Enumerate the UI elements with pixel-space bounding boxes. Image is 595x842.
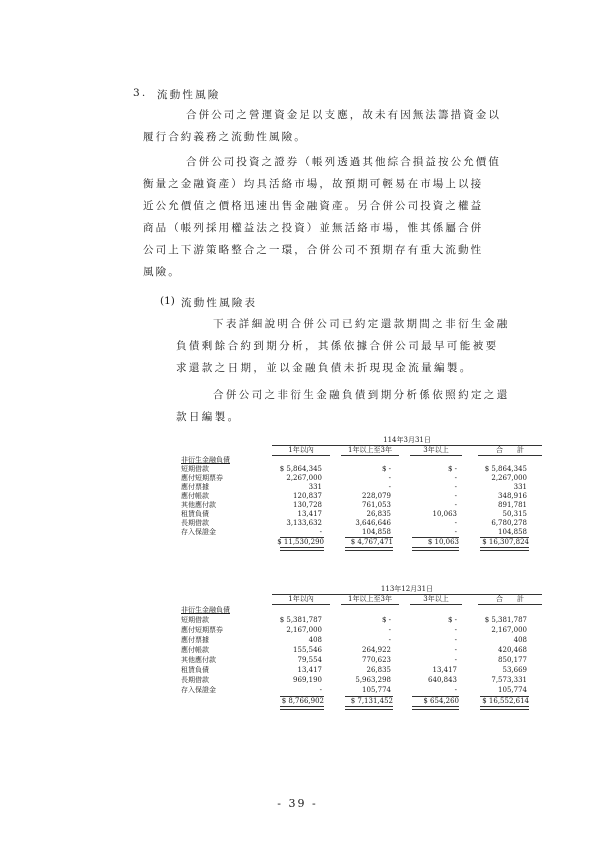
table-date: 113年12月31日	[380, 585, 434, 593]
text-line: 商品（帳列採用權益法之投資）並無活絡市場，惟其係屬合併	[143, 222, 484, 234]
text-line: 公司上下游策略整合之一環，合併公司不預期存有重大流動性	[143, 244, 484, 256]
value-cell: 891,781	[498, 501, 527, 509]
value-cell: -	[319, 528, 322, 536]
total-cell: $ 16,552,614	[482, 697, 529, 705]
value-cell: $ -	[381, 465, 391, 473]
total-cell: $ 11,530,290	[277, 538, 324, 546]
value-cell: $ 5,381,787	[279, 616, 322, 624]
value-cell: 2,167,000	[286, 626, 322, 634]
value-cell: 2,267,000	[286, 474, 322, 482]
column-header: 1年以上至3年	[348, 446, 392, 454]
text-line: 負債剩餘合約到期分析，其係依據合併公司最早可能被要	[176, 340, 499, 352]
text-line: 合併公司投資之證券（帳列透過其他綜合損益按公允價值	[186, 156, 501, 168]
table-section-label: 非衍生金融負債	[181, 456, 230, 464]
value-cell: 10,063	[432, 510, 457, 518]
value-cell: 770,623	[362, 656, 391, 664]
value-cell: 7,573,331	[491, 676, 527, 684]
section-number: 3.	[133, 87, 148, 99]
value-cell: 264,922	[362, 646, 391, 654]
row-label: 其他應付款	[181, 501, 216, 509]
value-cell: 640,843	[428, 676, 457, 684]
row-label: 應付帳款	[181, 646, 209, 654]
value-cell: -	[454, 686, 457, 694]
value-cell: 761,053	[362, 501, 391, 509]
value-cell: 2,167,000	[491, 626, 527, 634]
value-cell: 348,916	[498, 492, 527, 500]
value-cell: -	[388, 636, 391, 644]
value-cell: 228,079	[362, 492, 391, 500]
row-label: 租賃負債	[181, 510, 209, 518]
paragraph-2	[143, 151, 553, 283]
value-cell: -	[454, 483, 457, 491]
value-cell: 408	[513, 636, 527, 644]
column-header: 合 計	[496, 446, 524, 454]
value-cell: -	[454, 528, 457, 536]
total-cell: $ 4,767,471	[350, 538, 393, 546]
total-cell: $ 16,307,824	[482, 538, 529, 546]
value-cell: 331	[513, 483, 527, 491]
column-header: 合 計	[496, 595, 524, 603]
value-cell: -	[388, 474, 391, 482]
value-cell: 6,780,278	[491, 519, 527, 527]
text-line: 衡量之金融資產）均具活絡市場，故預期可輕易在市場上以接	[143, 178, 484, 190]
sub-paragraph-2	[176, 384, 556, 428]
text-line: 合併公司之營運資金足以支應，故未有因無法籌措資金以	[186, 109, 501, 121]
value-cell: -	[388, 483, 391, 491]
text-line: 合併公司之非衍生金融負債到期分析係依照約定之還	[213, 389, 510, 401]
value-cell: -	[319, 686, 322, 694]
value-cell: 3,646,646	[355, 519, 391, 527]
total-cell: $ 8,766,902	[281, 697, 324, 705]
row-label: 應付短期票券	[181, 474, 223, 482]
column-header: 3年以上	[423, 446, 449, 454]
row-label: 其他應付款	[181, 656, 216, 664]
value-cell: 50,315	[502, 510, 527, 518]
value-cell: 5,963,298	[355, 676, 391, 684]
value-cell: -	[454, 626, 457, 634]
value-cell: 331	[308, 483, 322, 491]
subsection-title: 流動性風險表	[181, 297, 258, 309]
value-cell: 26,835	[366, 510, 391, 518]
total-cell: $ 7,131,452	[350, 697, 393, 705]
row-label: 應付帳款	[181, 492, 209, 500]
table-section-label: 非衍生金融負債	[181, 606, 230, 614]
text-line: 近公允價值之價格迅速出售金融資產。另合併公司投資之權益	[143, 200, 484, 212]
value-cell: $ 5,864,345	[279, 465, 322, 473]
value-cell: -	[454, 519, 457, 527]
total-cell: $ 654,260	[423, 697, 459, 705]
page-number: - 39 -	[277, 797, 318, 810]
row-label: 短期借款	[181, 616, 209, 624]
section-title: 流動性風險	[157, 89, 221, 101]
value-cell: 105,774	[362, 686, 391, 694]
column-header: 1年以上至3年	[348, 595, 392, 603]
row-label: 長期借款	[181, 676, 209, 684]
value-cell: $ 5,381,787	[484, 616, 527, 624]
value-cell: -	[454, 501, 457, 509]
row-label: 存入保證金	[181, 686, 216, 694]
text-line: 風險。	[143, 266, 181, 278]
row-label: 短期借款	[181, 465, 209, 473]
value-cell: 130,728	[293, 501, 322, 509]
paragraph-1	[143, 104, 553, 148]
value-cell: 420,468	[498, 646, 527, 654]
subsection-number: (1)	[160, 295, 175, 307]
value-cell: 155,546	[293, 646, 322, 654]
value-cell: $ 5,864,345	[484, 465, 527, 473]
value-cell: 26,835	[366, 666, 391, 674]
row-label: 應付短期票券	[181, 626, 223, 634]
total-cell: $ 10,063	[427, 538, 459, 546]
value-cell: 13,417	[297, 510, 322, 518]
text-line: 求還款之日期，並以金融負債未折現現金流量編製。	[176, 362, 473, 374]
row-label: 租賃負債	[181, 666, 209, 674]
table-date: 114年3月31日	[383, 436, 431, 444]
row-label: 存入保證金	[181, 528, 216, 536]
row-label: 長期借款	[181, 519, 209, 527]
value-cell: 408	[308, 636, 322, 644]
value-cell: 104,858	[498, 528, 527, 536]
value-cell: -	[454, 656, 457, 664]
value-cell: 53,669	[502, 666, 527, 674]
column-header: 1年以內	[288, 446, 314, 454]
value-cell: -	[454, 636, 457, 644]
value-cell: 13,417	[297, 666, 322, 674]
value-cell: 3,133,632	[286, 519, 322, 527]
value-cell: $ -	[447, 465, 457, 473]
value-cell: 104,858	[362, 528, 391, 536]
value-cell: 79,554	[297, 656, 322, 664]
value-cell: -	[388, 626, 391, 634]
value-cell: 105,774	[498, 686, 527, 694]
value-cell: $ -	[381, 616, 391, 624]
value-cell: -	[454, 492, 457, 500]
column-header: 3年以上	[423, 595, 449, 603]
value-cell: $ -	[447, 616, 457, 624]
text-line: 下表詳細說明合併公司已約定還款期間之非衍生金融	[213, 318, 510, 330]
value-cell: 13,417	[432, 666, 457, 674]
value-cell: -	[454, 474, 457, 482]
row-label: 應付票據	[181, 483, 209, 491]
text-line: 款日編製。	[176, 411, 241, 423]
value-cell: 969,190	[293, 676, 322, 684]
row-label: 應付票據	[181, 636, 209, 644]
value-cell: -	[454, 646, 457, 654]
sub-paragraph-1	[176, 313, 556, 379]
value-cell: 2,267,000	[491, 474, 527, 482]
text-line: 履行合約義務之流動性風險。	[143, 131, 307, 143]
value-cell: 120,837	[293, 492, 322, 500]
column-header: 1年以內	[288, 595, 314, 603]
value-cell: 850,177	[498, 656, 527, 664]
